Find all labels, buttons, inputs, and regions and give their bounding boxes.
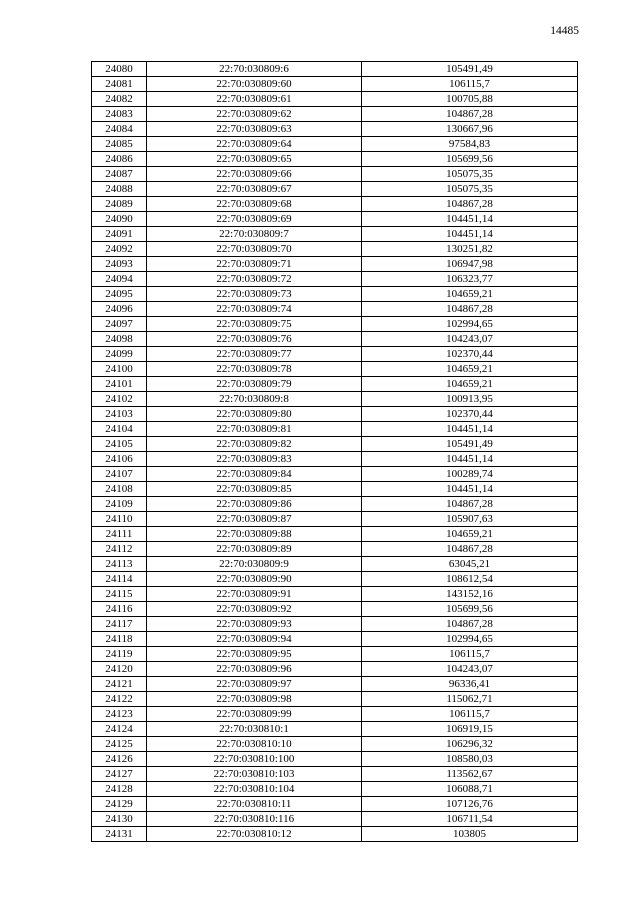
- row-number-cell: 24125: [92, 737, 147, 752]
- cadastral-number-cell: 22:70:030810:1: [147, 722, 362, 737]
- cadastral-value-cell: 104659,21: [362, 287, 578, 302]
- row-number-cell: 24123: [92, 707, 147, 722]
- row-number-cell: 24120: [92, 662, 147, 677]
- row-number-cell: 24128: [92, 782, 147, 797]
- table-row: [92, 362, 578, 377]
- cadastral-number-cell: 22:70:030809:70: [147, 242, 362, 257]
- row-number-cell: 24092: [92, 242, 147, 257]
- cadastral-value-cell: 105491,49: [362, 437, 578, 452]
- cadastral-number-cell: 22:70:030810:11: [147, 797, 362, 812]
- row-number-cell: 24113: [92, 557, 147, 572]
- table-row: [92, 332, 578, 347]
- table-row: [92, 62, 578, 77]
- table-row: [92, 602, 578, 617]
- cadastral-number-cell: 22:70:030809:84: [147, 467, 362, 482]
- cadastral-number-cell: 22:70:030809:87: [147, 512, 362, 527]
- cadastral-value-cell: 104659,21: [362, 362, 578, 377]
- cadastral-number-cell: 22:70:030809:78: [147, 362, 362, 377]
- table-row: [92, 557, 578, 572]
- table-row: [92, 257, 578, 272]
- table-row: [92, 527, 578, 542]
- row-number-cell: 24096: [92, 302, 147, 317]
- cadastral-value-cell: 106919,15: [362, 722, 578, 737]
- table-row: [92, 587, 578, 602]
- cadastral-value-cell: 130667,96: [362, 122, 578, 137]
- cadastral-number-cell: 22:70:030810:100: [147, 752, 362, 767]
- cadastral-number-cell: 22:70:030810:116: [147, 812, 362, 827]
- cadastral-value-cell: 104867,28: [362, 542, 578, 557]
- cadastral-value-cell: 100705,88: [362, 92, 578, 107]
- row-number-cell: 24110: [92, 512, 147, 527]
- cadastral-value-cell: 107126,76: [362, 797, 578, 812]
- row-number-cell: 24085: [92, 137, 147, 152]
- table-row: [92, 77, 578, 92]
- row-number-cell: 24101: [92, 377, 147, 392]
- row-number-cell: 24119: [92, 647, 147, 662]
- cadastral-value-cell: 104243,07: [362, 662, 578, 677]
- row-number-cell: 24086: [92, 152, 147, 167]
- row-number-cell: 24102: [92, 392, 147, 407]
- table-row: [92, 302, 578, 317]
- table-body: [92, 62, 578, 842]
- cadastral-number-cell: 22:70:030809:7: [147, 227, 362, 242]
- cadastral-number-cell: 22:70:030809:82: [147, 437, 362, 452]
- cadastral-value-cell: 105907,63: [362, 512, 578, 527]
- cadastral-value-cell: 106323,77: [362, 272, 578, 287]
- cadastral-number-cell: 22:70:030809:83: [147, 452, 362, 467]
- cadastral-value-cell: 100289,74: [362, 467, 578, 482]
- row-number-cell: 24083: [92, 107, 147, 122]
- table-row: [92, 122, 578, 137]
- cadastral-value-cell: 102994,65: [362, 632, 578, 647]
- cadastral-value-cell: 130251,82: [362, 242, 578, 257]
- cadastral-number-cell: 22:70:030809:66: [147, 167, 362, 182]
- table-row: [92, 107, 578, 122]
- table-row: [92, 482, 578, 497]
- cadastral-value-cell: 106947,98: [362, 257, 578, 272]
- table-row: [92, 572, 578, 587]
- cadastral-value-cell: 97584,83: [362, 137, 578, 152]
- table-row: [92, 242, 578, 257]
- row-number-cell: 24107: [92, 467, 147, 482]
- table-row: [92, 707, 578, 722]
- table-row: [92, 632, 578, 647]
- cadastral-value-table: [91, 61, 578, 842]
- cadastral-number-cell: 22:70:030810:12: [147, 827, 362, 842]
- row-number-cell: 24127: [92, 767, 147, 782]
- table-row: [92, 497, 578, 512]
- table-row: [92, 812, 578, 827]
- row-number-cell: 24124: [92, 722, 147, 737]
- cadastral-number-cell: 22:70:030809:80: [147, 407, 362, 422]
- cadastral-value-cell: 115062,71: [362, 692, 578, 707]
- row-number-cell: 24091: [92, 227, 147, 242]
- cadastral-number-cell: 22:70:030809:97: [147, 677, 362, 692]
- cadastral-number-cell: 22:70:030809:62: [147, 107, 362, 122]
- cadastral-number-cell: 22:70:030809:71: [147, 257, 362, 272]
- cadastral-number-cell: 22:70:030810:10: [147, 737, 362, 752]
- cadastral-value-cell: 102994,65: [362, 317, 578, 332]
- cadastral-value-cell: 104451,14: [362, 212, 578, 227]
- table-row: [92, 152, 578, 167]
- table-row: [92, 317, 578, 332]
- row-number-cell: 24126: [92, 752, 147, 767]
- row-number-cell: 24114: [92, 572, 147, 587]
- cadastral-value-cell: 104867,28: [362, 302, 578, 317]
- cadastral-value-cell: 106711,54: [362, 812, 578, 827]
- row-number-cell: 24094: [92, 272, 147, 287]
- cadastral-value-cell: 102370,44: [362, 347, 578, 362]
- cadastral-value-cell: 104659,21: [362, 527, 578, 542]
- cadastral-value-cell: 105491,49: [362, 62, 578, 77]
- page-number: 14485: [550, 25, 579, 37]
- cadastral-number-cell: 22:70:030809:93: [147, 617, 362, 632]
- row-number-cell: 24087: [92, 167, 147, 182]
- cadastral-number-cell: 22:70:030809:67: [147, 182, 362, 197]
- cadastral-number-cell: 22:70:030809:6: [147, 62, 362, 77]
- cadastral-number-cell: 22:70:030809:64: [147, 137, 362, 152]
- cadastral-number-cell: 22:70:030809:69: [147, 212, 362, 227]
- table-row: [92, 287, 578, 302]
- cadastral-number-cell: 22:70:030809:96: [147, 662, 362, 677]
- table-row: [92, 167, 578, 182]
- row-number-cell: 24130: [92, 812, 147, 827]
- row-number-cell: 24121: [92, 677, 147, 692]
- table-row: [92, 677, 578, 692]
- row-number-cell: 24080: [92, 62, 147, 77]
- row-number-cell: 24108: [92, 482, 147, 497]
- cadastral-number-cell: 22:70:030809:79: [147, 377, 362, 392]
- table-row: [92, 272, 578, 287]
- cadastral-number-cell: 22:70:030809:91: [147, 587, 362, 602]
- table-row: [92, 422, 578, 437]
- row-number-cell: 24090: [92, 212, 147, 227]
- table-row: [92, 212, 578, 227]
- cadastral-value-cell: 105075,35: [362, 167, 578, 182]
- cadastral-value-cell: 102370,44: [362, 407, 578, 422]
- cadastral-number-cell: 22:70:030809:89: [147, 542, 362, 557]
- cadastral-number-cell: 22:70:030809:74: [147, 302, 362, 317]
- table-row: [92, 647, 578, 662]
- table-row: [92, 692, 578, 707]
- table-row: [92, 407, 578, 422]
- table-row: [92, 722, 578, 737]
- cadastral-number-cell: 22:70:030809:63: [147, 122, 362, 137]
- cadastral-value-cell: 104867,28: [362, 107, 578, 122]
- table-row: [92, 92, 578, 107]
- row-number-cell: 24118: [92, 632, 147, 647]
- row-number-cell: 24131: [92, 827, 147, 842]
- row-number-cell: 24095: [92, 287, 147, 302]
- row-number-cell: 24100: [92, 362, 147, 377]
- cadastral-value-cell: 106115,7: [362, 647, 578, 662]
- row-number-cell: 24082: [92, 92, 147, 107]
- table-row: [92, 797, 578, 812]
- cadastral-value-cell: 106115,7: [362, 77, 578, 92]
- cadastral-number-cell: 22:70:030809:90: [147, 572, 362, 587]
- cadastral-number-cell: 22:70:030810:104: [147, 782, 362, 797]
- cadastral-value-cell: 106088,71: [362, 782, 578, 797]
- cadastral-value-cell: 106115,7: [362, 707, 578, 722]
- cadastral-value-cell: 104451,14: [362, 227, 578, 242]
- table-row: [92, 227, 578, 242]
- cadastral-number-cell: 22:70:030809:86: [147, 497, 362, 512]
- row-number-cell: 24097: [92, 317, 147, 332]
- cadastral-value-cell: 113562,67: [362, 767, 578, 782]
- cadastral-value-cell: 104451,14: [362, 452, 578, 467]
- row-number-cell: 24098: [92, 332, 147, 347]
- cadastral-value-cell: 100913,95: [362, 392, 578, 407]
- row-number-cell: 24106: [92, 452, 147, 467]
- table-row: [92, 437, 578, 452]
- cadastral-value-cell: 105699,56: [362, 152, 578, 167]
- cadastral-number-cell: 22:70:030810:103: [147, 767, 362, 782]
- cadastral-value-cell: 104243,07: [362, 332, 578, 347]
- cadastral-number-cell: 22:70:030809:81: [147, 422, 362, 437]
- cadastral-number-cell: 22:70:030809:73: [147, 287, 362, 302]
- cadastral-value-cell: 63045,21: [362, 557, 578, 572]
- table-row: [92, 512, 578, 527]
- row-number-cell: 24112: [92, 542, 147, 557]
- cadastral-value-cell: 108612,54: [362, 572, 578, 587]
- row-number-cell: 24122: [92, 692, 147, 707]
- cadastral-value-cell: 96336,41: [362, 677, 578, 692]
- cadastral-number-cell: 22:70:030809:65: [147, 152, 362, 167]
- cadastral-value-cell: 106296,32: [362, 737, 578, 752]
- cadastral-number-cell: 22:70:030809:94: [147, 632, 362, 647]
- row-number-cell: 24081: [92, 77, 147, 92]
- row-number-cell: 24111: [92, 527, 147, 542]
- cadastral-number-cell: 22:70:030809:99: [147, 707, 362, 722]
- cadastral-number-cell: 22:70:030809:85: [147, 482, 362, 497]
- table-row: [92, 347, 578, 362]
- cadastral-value-cell: 108580,03: [362, 752, 578, 767]
- cadastral-value-cell: 105075,35: [362, 182, 578, 197]
- row-number-cell: 24115: [92, 587, 147, 602]
- cadastral-value-cell: 103805: [362, 827, 578, 842]
- row-number-cell: 24129: [92, 797, 147, 812]
- cadastral-number-cell: 22:70:030809:8: [147, 392, 362, 407]
- table-row: [92, 617, 578, 632]
- table-row: [92, 377, 578, 392]
- cadastral-number-cell: 22:70:030809:98: [147, 692, 362, 707]
- row-number-cell: 24105: [92, 437, 147, 452]
- cadastral-value-cell: 104867,28: [362, 497, 578, 512]
- table-row: [92, 752, 578, 767]
- row-number-cell: 24089: [92, 197, 147, 212]
- table-row: [92, 542, 578, 557]
- table-row: [92, 392, 578, 407]
- table-row: [92, 137, 578, 152]
- cadastral-value-cell: 143152,16: [362, 587, 578, 602]
- cadastral-number-cell: 22:70:030809:76: [147, 332, 362, 347]
- cadastral-number-cell: 22:70:030809:92: [147, 602, 362, 617]
- cadastral-number-cell: 22:70:030809:61: [147, 92, 362, 107]
- table-row: [92, 452, 578, 467]
- cadastral-number-cell: 22:70:030809:95: [147, 647, 362, 662]
- row-number-cell: 24093: [92, 257, 147, 272]
- row-number-cell: 24099: [92, 347, 147, 362]
- cadastral-number-cell: 22:70:030809:72: [147, 272, 362, 287]
- table-row: [92, 827, 578, 842]
- cadastral-number-cell: 22:70:030809:77: [147, 347, 362, 362]
- cadastral-number-cell: 22:70:030809:75: [147, 317, 362, 332]
- table-row: [92, 467, 578, 482]
- table-row: [92, 182, 578, 197]
- table-row: [92, 767, 578, 782]
- cadastral-number-cell: 22:70:030809:68: [147, 197, 362, 212]
- table-row: [92, 662, 578, 677]
- cadastral-number-cell: 22:70:030809:9: [147, 557, 362, 572]
- row-number-cell: 24117: [92, 617, 147, 632]
- table-row: [92, 737, 578, 752]
- cadastral-value-cell: 104451,14: [362, 422, 578, 437]
- cadastral-value-cell: 104867,28: [362, 617, 578, 632]
- cadastral-number-cell: 22:70:030809:60: [147, 77, 362, 92]
- row-number-cell: 24084: [92, 122, 147, 137]
- cadastral-number-cell: 22:70:030809:88: [147, 527, 362, 542]
- cadastral-value-cell: 104867,28: [362, 197, 578, 212]
- table-row: [92, 197, 578, 212]
- row-number-cell: 24116: [92, 602, 147, 617]
- row-number-cell: 24103: [92, 407, 147, 422]
- cadastral-value-cell: 104451,14: [362, 482, 578, 497]
- table-row: [92, 782, 578, 797]
- cadastral-value-cell: 104659,21: [362, 377, 578, 392]
- row-number-cell: 24104: [92, 422, 147, 437]
- row-number-cell: 24109: [92, 497, 147, 512]
- cadastral-value-cell: 105699,56: [362, 602, 578, 617]
- row-number-cell: 24088: [92, 182, 147, 197]
